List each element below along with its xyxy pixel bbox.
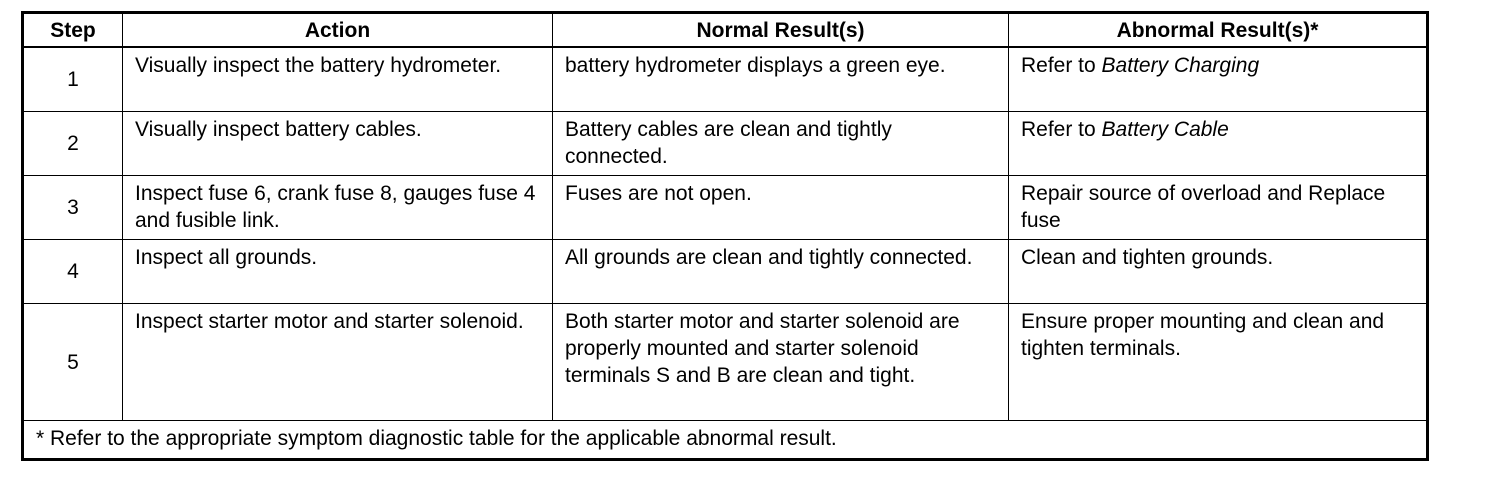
header-normal-results: Normal Result(s): [553, 13, 1009, 48]
table-row: [23, 304, 1428, 421]
diagnostic-table-container: [21, 11, 1429, 461]
footnote: * Refer to the appropriate symptom diagnostic table for the applicable abnormal result.: [23, 421, 1428, 460]
header-abnormal-results: Abnormal Result(s)*: [1009, 13, 1428, 48]
action-cell: Inspect fuse 6, crank fuse 8, gauges fuse 4 and fusible link.: [123, 176, 553, 240]
header-action: Action: [123, 13, 553, 48]
abnormal-result-text: Ensure proper mounting and clean and tighten terminals.: [1021, 310, 1385, 360]
step-number: 3: [23, 176, 123, 240]
normal-result-cell: All grounds are clean and tightly connected.: [553, 240, 1009, 304]
action-cell: Visually inspect the battery hydrometer.: [123, 47, 553, 112]
abnormal-result-text: Refer to: [1021, 118, 1102, 141]
table-row: [23, 240, 1428, 304]
abnormal-result-text: Clean and tighten grounds.: [1021, 246, 1274, 269]
action-cell: Inspect starter motor and starter solenoid.: [123, 304, 553, 421]
table-row: [23, 112, 1428, 176]
abnormal-result-cell: [1009, 47, 1428, 112]
action-cell: Visually inspect battery cables.: [123, 112, 553, 176]
normal-result-cell: Both starter motor and starter solenoid are properly mounted and starter solenoid terminals S and B are clean and tight.: [553, 304, 1009, 421]
normal-result-cell: battery hydrometer displays a green eye.: [553, 47, 1009, 112]
abnormal-result-text: Refer to: [1021, 54, 1102, 77]
step-number: 2: [23, 112, 123, 176]
header-row: [23, 13, 1428, 48]
table-row: [23, 47, 1428, 112]
diagnostic-table: [21, 11, 1429, 461]
abnormal-result-cell: [1009, 176, 1428, 240]
step-number: 1: [23, 47, 123, 112]
reference-title: Battery Cable: [1101, 118, 1229, 141]
table-row: [23, 176, 1428, 240]
action-cell: Inspect all grounds.: [123, 240, 553, 304]
abnormal-result-cell: [1009, 304, 1428, 421]
step-number: 4: [23, 240, 123, 304]
abnormal-result-text: Repair source of overload and Replace fuse: [1021, 182, 1386, 232]
normal-result-cell: Battery cables are clean and tightly connected.: [553, 112, 1009, 176]
reference-title: Battery Charging: [1101, 54, 1260, 77]
footnote-row: [23, 421, 1428, 460]
abnormal-result-cell: [1009, 112, 1428, 176]
abnormal-result-cell: [1009, 240, 1428, 304]
header-step: Step: [23, 13, 123, 48]
step-number: 5: [23, 304, 123, 421]
normal-result-cell: Fuses are not open.: [553, 176, 1009, 240]
